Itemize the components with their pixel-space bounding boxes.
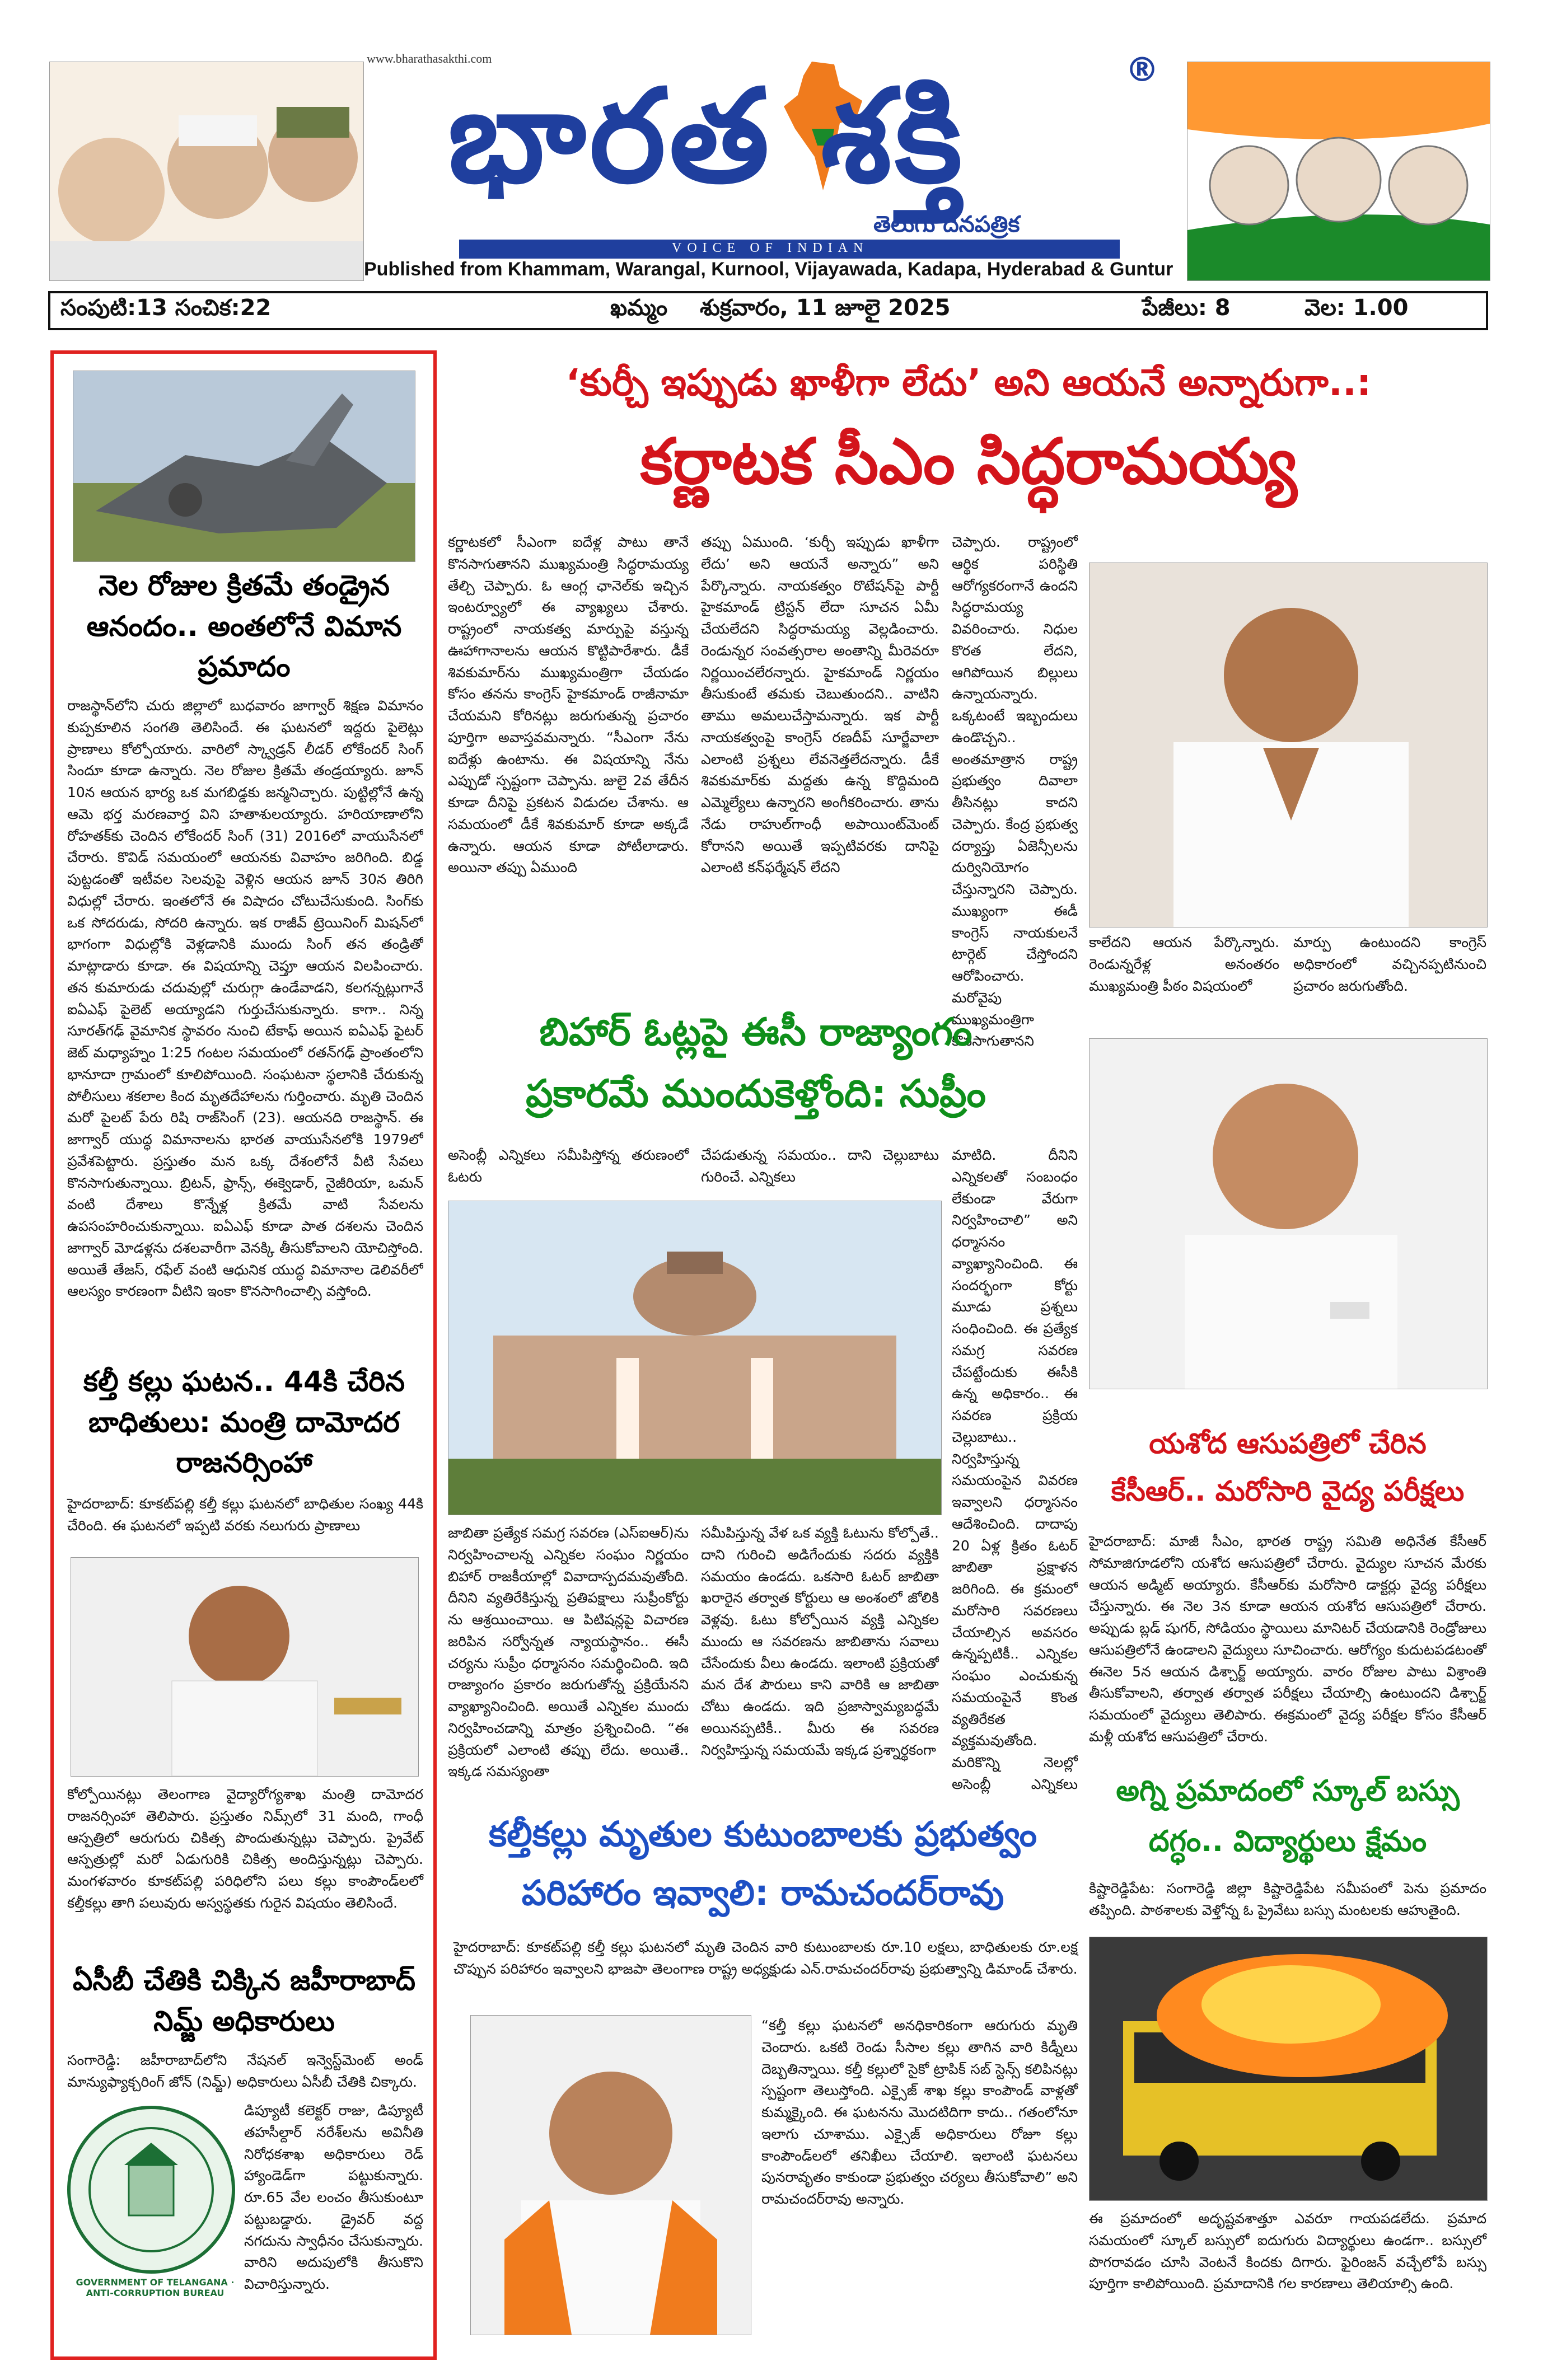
story3-body-side: డిప్యూటీ కలెక్టర్ రాజు, డిప్యూటీ తహసీల్దార్ నరేశ్‌లను అవినీతి నిరోధకశాఖ అధికారులు రెడ్ హ్యాండెడ్‌గా పట్టుకున్నారు. రూ.65 వేల లంచం తీసుకుంటూ పట్టుబడ్డారు. డ్రైవర్ వద్ద నగదును స్వాధీనం చేసుకున్నారు. వారిని అదుపులోకి తీసుకొని విచారిస్తున్నారు. [244, 2102, 423, 2292]
kcr-headline-2[interactable]: కేసీఆర్.. మరోసారి వైద్య పరీక్షలు [1111, 1475, 1465, 1507]
lead-kicker[interactable]: ‘కుర్చీ ఇప్పుడు ఖాళీగా లేదు’ అని ఆయనే అన్నారుగా..: [565, 361, 1372, 404]
bihar-col2-bottom: సమీపిస్తున్న వేళ ఒక వ్యక్తి ఓటును కోల్పోతే.. దాని గురించి అడిగేందుకు సదరు వ్యక్తికి సమయం ఉండదు. ఒకసారి ఓటర్ జాబితా ఖరారైన తర్వాత కోర్టులు ఆ అంశంలో జోలికి వెళ్లవు. ఓటు కోల్పోయిన వ్యక్తి ఎన్నికల ముందు ఆ సవరణను జాబితాను సవాలు చేసేందుకు వీలు ఉండదు. ఇలాంటి ప్రక్రియతో మన దేశ పౌరులు కాని వారికి ఆ జాబితా చోటు ఉండదు. ఇది ప్రజాస్వామ్యబద్ధమే అయినప్పటికీ.. మీరు ఈ సవరణ నిర్వహిస్తున్న సమయమే ఇక్కడ ప్రశ్నార్థకంగా [701, 1525, 939, 1758]
date: శుక్రవారం, 11 జూలై 2025 [700, 295, 951, 321]
lead-photo-caption-right: మార్పు ఉంటుందని కాంగ్రెస్ అధికారంలో వచ్చినప్పటినుంచి ప్రచారం జరుగుతోంది. [1293, 934, 1486, 994]
issue-info-bar [48, 291, 1488, 330]
lead-headline[interactable]: కర్ణాటక సీఎం సిద్ధరామయ్య [640, 425, 1297, 498]
lead-col3: చెప్పారు. రాష్ట్రంలో ఆర్థిక పరిస్థితి ఆరోగ్యకరంగానే ఉందని సిద్ధరామయ్య వివరించారు. నిధుల కొరత లేదని, ఆగిపోయిన బిల్లులు ఉన్నాయన్నారు. ఒక్కటంటే ఇబ్బందులు ఉండొచ్చని.. అంతమాత్రాన రాష్ట్ర ప్రభుత్వం దివాలా తీసినట్లు కాదని చెప్పారు. కేంద్ర ప్రభుత్వ దర్యాప్తు ఏజెన్సీలను దుర్వినియోగం చేస్తున్నారని చెప్పారు. ముఖ్యంగా ఈడీ కాంగ్రెస్ నాయకులనే టార్గెట్ చేస్తోందని ఆరోపించారు. మరోవైపు ముఖ్యమంత్రిగా కొనసాగుతానని [952, 534, 1078, 1050]
bus-headline-2[interactable]: దగ్ధం.. విద్యార్థులు క్షేమం [1148, 1825, 1427, 1858]
bus-body-bottom: ఈ ప్రమాదంలో అదృష్టవశాత్తూ ఎవరూ గాయపడలేదు. ప్రమాద సమయంలో స్కూల్ బస్సులో ఐదుగురు విద్యార్థులు ఉండగా.. బస్సులో పొగరావడం చూసి వెంటనే కిందకు దిగారు. ఫైరింజన్ వచ్చేలోపే బస్సు పూర్తిగా కాలిపోయింది. ప్రమాదానికి గల కారణాలు తెలియాల్సి ఉంది. [1089, 2210, 1486, 2292]
kcr-photo [1089, 1038, 1488, 1389]
toddy-headline-2[interactable]: పరిహారం ఇవ్వాలి: రామచందర్‌రావు [521, 1872, 1004, 1913]
kcr-body: హైదరాబాద్: మాజీ సీఎం, భారత రాష్ట్ర సమితి అధినేత కేసీఆర్ సోమాజిగూడలోని యశోద ఆసుపత్రిలో చేరారు. వైద్యుల సూచన మేరకు ఆయన అడ్మిట్ అయ్యారు. కేసీఆర్‌కు మరోసారి డాక్టర్లు వైద్య పరీక్షలు చేస్తున్నారు. ఈ నెల 3న కూడా ఆయన యశోద ఆసుపత్రిలో చేరారు. అప్పుడు బ్లడ్ షుగర్, సోడియం స్థాయిలు మానిటర్ చేయడానికి రెండ్రోజులు ఆసుపత్రిలోనే ఉండాలని వైద్యులు సూచించారు. ఆరోగ్యం కుదుటపడటంతో ఈనెల 5న ఆయన డిశ్చార్జ్ అయ్యారు. వారం రోజుల పాటు విశ్రాంతి తీసుకోవాలని, తర్వాత తర్వాత పరీక్షలు చేయాల్సి ఉంటుందని డిశ్చార్జ్ సమయంలో వైద్యులు తెలిపారు. ఈక్రమంలో వైద్య పరీక్షల కోసం కేసీఆర్ మళ్లీ యశోద ఆసుపత్రిలో చేరారు. [1089, 1533, 1486, 1745]
acb-seal-text: GOVERNMENT OF TELANGANA · ANTI-CORRUPTION BUREAU [76, 2277, 235, 2298]
story1-body: రాజస్థాన్‌లోని చురు జిల్లాలో బుధవారం జాగ్వార్ శిక్షణ విమానం కుప్పకూలిన సంగతి తెలిసిందే. ఈ ఘటనలో ఇద్దరు పైలెట్లు ప్రాణాలు కోల్పోయారు. వారిలో స్క్వాడ్రన్ లీడర్ లోకేందర్ సింగ్ సిందూ కూడా ఉన్నారు. నెల రోజుల క్రితమే తండ్రయ్యారు. జూన్ 10న ఆయన భార్య ఒక మగబిడ్డకు జన్మనిచ్చారు. పుట్టిల్లోనే ఉన్న ఆమె భర్త మరణవార్త విని హతాశులయ్యారు. హరియాణాలోని రోహతక్‌కు చెందిన లోకేందర్ సింగ్ (31) 2016లో వాయుసేనలో చేరారు. కొవిడ్ సమయంలో ఆయనకు వివాహం జరిగింది. బిడ్డ పుట్టడంతో ఇటీవల సెలవుపై వెళ్లిన ఆయన జూన్ 30న తిరిగి విధుల్లో చేరారు. ఇంతలోనే ఈ విషాదం చోటుచేసుకుంది. సింగ్‌కు ఒక సోదరుడు, సోదరి ఉన్నారు. ఇక రాజీవ్ ట్రెయినింగ్ మిషన్‌లో భాగంగా విధుల్లోకి వెళ్లడానికి ముందు సింగ్ తన తండ్రితో మాట్లాడారు కూడా. ఈ విషయాన్ని చెప్తూ ఆయన విలపించారు. తన కుమారుడు చదువుల్లో చురుగ్గా ఉండేవాడని, కలగన్నట్లుగానే ఐఏఎఫ్ పైలెట్ అయ్యాడని గుర్తుచేసుకున్నారు. కాగా.. నిన్న సూరత్‌గఢ్ వైమానిక స్థావరం నుంచి టేకాఫ్ అయిన ఐఏఎఫ్ ఫైటర్ జెట్ మధ్యాహ్నం 1:25 గంటల సమయంలో రతన్‌గఢ్ ప్రాంతంలోని భానూదా గ్రామంలో కూలిపోయింది. సంఘటనా స్థలానికి చేరుకున్న పోలీసులు శకలాల కింద మృతదేహాలను గుర్తించారు. మృతి చెందిన మరో పైలట్ పేరు రిషి రాజ్‌సింగ్ (23). ఆయనది రాజస్థాన్. ఈ జాగ్వార్ యుద్ధ విమానాలను భారత వాయుసేనలోకి 1979లో ప్రవేశపెట్టారు. ప్రస్తుతం మన ఒక్క దేశంలోనే వీటి సేవలు కొనసాగుతున్నాయి. బ్రిటన్, ఫ్రాన్స్, ఈక్వెడార్, నైజీరియా, ఒమన్ వంటి దేశాలు కొన్నేళ్ల క్రితమే వాటి సేవలను ఉపసంహరించుకున్నాయి. ఐఏఎఫ్ కూడా పాత దశలను చెందిన జాగ్వార్ మోడళ్లను దశలవారీగా వెనక్కి తీసుకోవాలని యోచిస్తోంది. అయితే తేజస్, రఫేల్ వంటి ఆధునిక యుద్ధ విమానాల డెలివరీలో ఆలస్యం కారణంగా వీటిని ఇంకా కొనసాగించాల్సి వస్తోంది. [67, 697, 423, 1300]
burning-bus-photo [1089, 1937, 1488, 2201]
bihar-headline-1[interactable]: బిహార్ ఓట్లపై ఈసీ రాజ్యాంగం [539, 1010, 972, 1055]
kcr-headline-1[interactable]: యశోద ఆసుపత్రిలో చేరిన [1149, 1427, 1427, 1460]
bus-body-top: కిష్టారెడ్డిపేట: సంగారెడ్డి జిల్లా కిష్టారెడ్డిపేట సమీపంలో పెను ప్రమాదం తప్పింది. పాఠశాలకు వెళ్తోన్న ఓ ప్రైవేటు బస్సు మంటలకు ఆహుతైంది. [1089, 1880, 1486, 1918]
site-url[interactable]: www.bharathasakthi.com [367, 51, 492, 65]
bihar-col2-top: చేపడుతున్న సమయం.. దాని చెల్లుబాటు గురించే. ఎన్నికలు [701, 1147, 939, 1185]
story3-headline[interactable]: ఏసీబీ చేతికి చిక్కిన జహీరాబాద్ నిమ్జ్ అధికారులు [72, 1964, 416, 2037]
leaders-portrait-left [49, 62, 364, 281]
lead-col1: కర్ణాటకలో సీఎంగా ఐదేళ్ల పాటు తానే కొనసాగుతానని ముఖ్యమంత్రి సిద్ధరామయ్య తేల్చి చెప్పారు. ఓ ఆంగ్ల ఛానెల్‌కు ఇచ్చిన ఇంటర్వ్యూలో ఈ వ్యాఖ్యలు చేశారు. రాష్ట్రంలో నాయకత్వ మార్పుపై వస్తున్న ఊహాగానాలను ఆయన కొట్టిపారేశారు. డీకే శివకుమార్‌ను ముఖ్యమంత్రిగా చేయడం కోసం తనను కాంగ్రెస్ హైకమాండ్ రాజీనామా చేయమని కోరినట్లు జరుగుతున్న ప్రచారం పూర్తిగా అవాస్తవమన్నారు. “సీఎంగా నేను ఐదేళ్లు ఉంటాను. ఈ విషయాన్ని నేను ఎప్పుడో స్పష్టంగా చెప్పాను. జులై 2వ తేదీన కూడా దీనిపై ప్రకటన విడుదల చేశాను. ఆ సమయంలో డీకే శివకుమార్ కూడా అక్కడే ఉన్నారు. ఆయన కూడా పోటీలాడారు. అయినా తప్పు ఏముంది [448, 534, 689, 876]
bihar-col3: మాటిది. దీనిని ఎన్నికలతో సంబంధం లేకుండా వేరుగా నిర్వహించాలి” అని ధర్మాసనం వ్యాఖ్యానించింది. ఈ సందర్భంగా కోర్టు మూడు ప్రశ్నలు సంధించింది. ఈ ప్రత్యేక సమగ్ర సవరణ చేపట్టేందుకు ఈసీకి ఉన్న అధికారం.. ఈ సవరణ ప్రక్రియ చెల్లుబాటు.. నిర్వహిస్తున్న సమయంపైన వివరణ ఇవ్వాలని ధర్మాసనం ఆదేశించింది. దాదాపు 20 ఏళ్ల క్రితం ఓటర్ జాబితా ప్రక్షాళన జరిగింది. ఈ క్రమంలో మరోసారి సవరణలు చేయాల్సిన అవసరం ఉన్నప్పటికీ.. ఎన్నికల సంఘం ఎంచుకున్న సమయంపైనే కొంత వ్యతిరేకత వ్యక్తమవుతోంది. మరికొన్ని నెలల్లో అసెంబ్లీ ఎన్నికలు [952, 1147, 1078, 1792]
supreme-court-photo [448, 1201, 942, 1515]
left-column [50, 350, 437, 2360]
acb-seal-logo [67, 2106, 235, 2274]
voice-of-indian: VOICE OF INDIAN [672, 241, 869, 255]
bus-headline-1[interactable]: అగ్ని ప్రమాదంలో స్కూల్ బస్సు [1116, 1774, 1460, 1808]
story2-body-bottom: కోల్పోయినట్లు తెలంగాణ వైద్యారోగ్యశాఖ మంత్రి దామోదర రాజనర్సింహా తెలిపారు. ప్రస్తుతం నిమ్స్‌లో 31 మంది, గాంధీ ఆస్పత్రిలో ఆరుగురు చికిత్స పొందుతున్నట్లు చెప్పారు. ప్రైవేట్ ఆస్పత్రుల్లో మరో ఏడుగురికి చికిత్స అందిస్తున్నట్లు చెప్పారు. మంగళవారం కూకట్‌పల్లి పరిధిలోని పలు కల్లు కాంపౌండ్‌లలో కల్తీకల్లు తాగి పలువురు అస్వస్థతకు గురైన విషయం తెలిసిందే. [67, 1786, 423, 1911]
lead-photo-caption-left: కాలేదని ఆయన పేర్కొన్నారు. రెండున్నరేళ్ల అనంతరం ముఖ్యమంత్రి పీఠం విషయంలో [1089, 934, 1279, 994]
masthead-title: భారత శక్తి [448, 62, 966, 212]
toddy-body-side: “కల్తీ కల్లు ఘటనలో అనధికారికంగా ఆరుగురు మృతి చెందారు. ఒకటి రెండు సీసాల కల్లు తాగిన వారి కిడ్నీలు దెబ్బతిన్నాయి. కల్తీ కల్లులో సైకో ట్రాపిక్ సబ్ స్టెన్స్ కలిపినట్లు స్పష్టంగా తెలుస్తోంది. ఎక్సైజ్ శాఖ కల్లు కాంపౌండ్ వాళ్లతో కుమ్మక్కైంది. ఈ ఘటనను మొదటిదిగా కాదు.. గతంలోనూ ఇలాగు చూశాము. ఎక్సైజ్ అధికారులు రోజూ కల్లు కాంపౌండ్‌లలో తనిఖీలు చేయాలి. ఇలాంటి ఘటనలు పునరావృతం కాకుండా ప్రభుత్వం చర్యలు తీసుకోవాలి” అని రామచందర్‌రావు అన్నారు. [761, 2017, 1078, 2207]
bihar-col1-top: అసెంబ్లీ ఎన్నికలు సమీపిస్తోన్న తరుణంలో ఓటరు [448, 1147, 689, 1185]
toddy-body-top: హైదరాబాద్: కూకట్‌పల్లి కల్తీ కల్లు ఘటనలో మృతి చెందిన వారి కుటుంబాలకు రూ.10 లక్షలు, బాధితులకు రూ.లక్ష చొప్పున పరిహారం ఇవ్వాలని భాజపా తెలంగాణ రాష్ట్ర అధ్యక్షుడు ఎన్.రామచందర్‌రావు ప్రభుత్వాన్ని డిమాండ్ చేశారు. [453, 1939, 1078, 1977]
toddy-headline-1[interactable]: కల్తీకల్లు మృతుల కుటుంబాలకు ప్రభుత్వం [488, 1814, 1037, 1854]
pages: పేజీలు: 8 [1142, 295, 1231, 321]
tagline: తెలుగు దినపత్రిక [873, 212, 1020, 237]
story2-body-top: హైదరాబాద్: కూకట్‌పల్లి కల్తీ కల్లు ఘటనలో బాధితుల సంఖ్య 44కి చేరింది. ఈ ఘటనలో ఇప్పటి వరకు నలుగురు ప్రాణాలు [67, 1496, 423, 1534]
place: ఖమ్మం [610, 295, 668, 321]
ramchander-rao-photo [470, 2015, 751, 2335]
bihar-headline-2[interactable]: ప్రకారమే ముందుకెళ్తోంది: సుప్రీం [526, 1072, 986, 1116]
siddaramaiah-photo [1089, 563, 1488, 927]
lead-col2: తప్పు ఏముంది. ‘కుర్చీ ఇప్పుడు ఖాళీగా లేదు’ అని ఆయనే అన్నారు” అని పేర్కొన్నారు. నాయకత్వం రొటేషన్‌పై పార్టీ హైకమాండ్ ట్రిస్టన్ లేదా సూచన ఏమీ చేయలేదని సిద్ధరామయ్య వెల్లడించారు. రెండున్నర సంవత్సరాల అంతాన్ని మీరెవరూ నిర్ణయించలేరన్నారు. హైకమాండ్ నిర్ణయం తీసుకుంటే తమకు చెబుతుందని.. వాటిని తాము అమలుచేస్తామన్నారు. ఇక పార్టీ నాయకత్వంపై కాంగ్రెస్ రణదీప్ సూర్జేవాలా ఎలాంటి ప్రశ్నలు లేవనెత్తలేదన్నారు. డీకే శివకుమార్‌కు మద్దతు ఉన్న కొద్దిమంది ఎమ్మెల్యేలు ఉన్నారని అంగీకరించారు. తాను నేడు రాహుల్‌గాంధీ అపాయింట్‌మెంట్ కోరానని అయితే ఇప్పటివరకు దానిపై ఎలాంటి కన్‌ఫర్మేషన్ లేదని [701, 534, 939, 876]
minister-photo [71, 1557, 419, 1777]
story3-body-top: సంగారెడ్డి: జహీరాబాద్‌లోని నేషనల్ ఇన్వెస్ట్‌మెంట్ అండ్ మాన్యుఫ్యాక్చరింగ్ జోన్ (నిమ్జ్) అధికారులు ఏసీబీ చేతికి చిక్కారు. [67, 2052, 423, 2090]
plane-crash-photo [73, 371, 415, 562]
masthead-logo [431, 50, 1187, 241]
registered-mark: ® [1125, 50, 1159, 90]
price: వెల: 1.00 [1304, 295, 1409, 321]
bihar-col1-bottom: జాబితా ప్రత్యేక సమగ్ర సవరణ (ఎస్ఐఆర్)ను నిర్వహించాలన్న ఎన్నికల సంఘం నిర్ణయం బిహార్ రాజకీయాల్లో వివాదాస్పదమవుతోంది. దీనిని వ్యతిరేకిస్తున్న ప్రతిపక్షాలు సుప్రీంకోర్టు ను ఆశ్రయించాయి. ఆ పిటిషన్లపై విచారణ జరిపిన సర్వోన్నత న్యాయస్థానం.. ఈసీ చర్యను సుప్రీం ధర్మాసనం సమర్థించింది. ఇది రాజ్యాంగం ప్రకారం జరుగుతోన్న ప్రక్రియేనని వ్యాఖ్యానించింది. అయితే ఎన్నికల ముందు నిర్వహించడాన్ని మాత్రం ప్రశ్నించింది. “ఈ ప్రక్రియలో ఎలాంటి తప్పు లేదు. అయితే.. ఇక్కడ సమస్యంతా [448, 1525, 689, 1780]
story2-headline[interactable]: కల్తీ కల్లు ఘటన.. 44కి చేరిన బాధితులు: మంత్రి దామోదర రాజనర్సింహా [83, 1365, 405, 1479]
volume-issue: సంపుటి:13 సంచిక:22 [60, 295, 272, 321]
freedom-fighters-portrait-right [1187, 62, 1490, 281]
published-from: Published from Khammam, Warangal, Kurnool, Vijayawada, Kadapa, Hyderabad & Guntur [364, 259, 1173, 280]
story1-headline[interactable]: నెల రోజుల క్రితమే తండ్రైన ఆనందం.. అంతలోనే విమాన ప్రమాదం [86, 569, 402, 683]
